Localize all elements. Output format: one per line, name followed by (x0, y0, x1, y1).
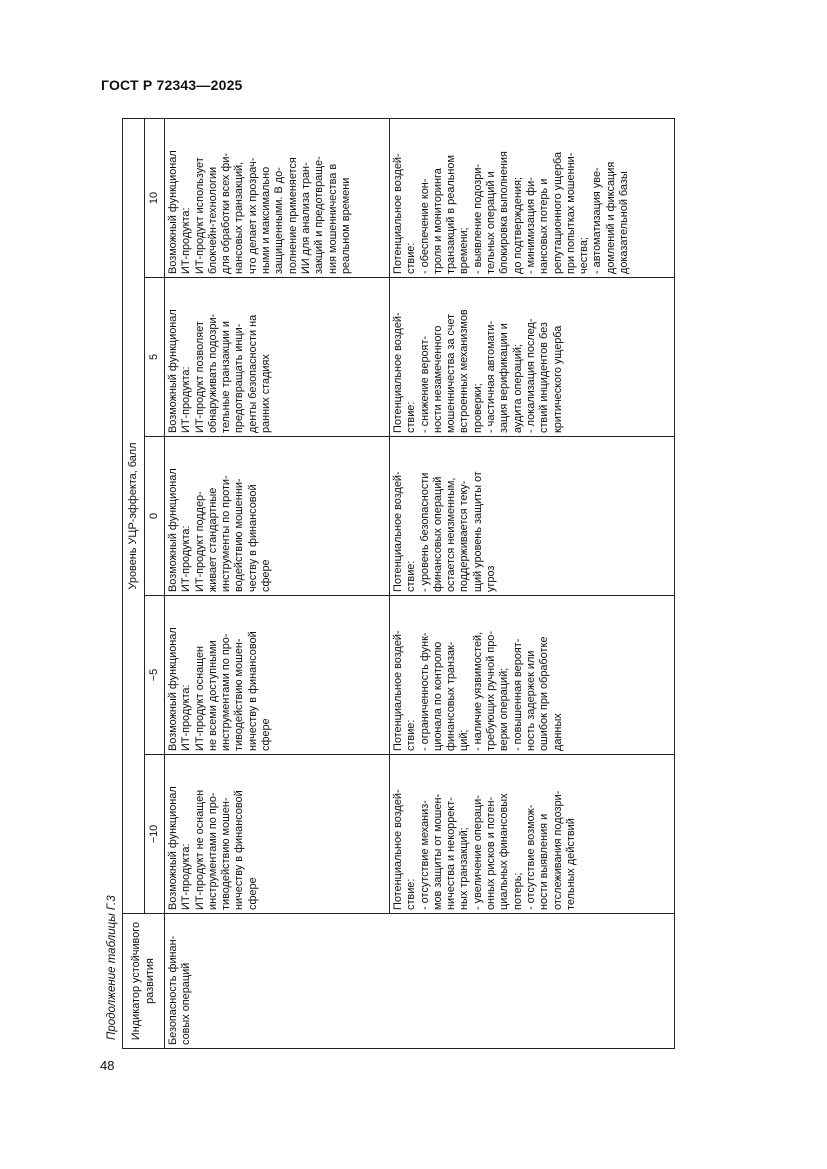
functional-text: Возможный функционал ИТ-продукта: ИТ-продукт позволяет обнаруживать подозри- тельные транзакции и предотвращать инци- денты безопасности на ранних стадиях (167, 309, 273, 433)
document-header: ГОСТ Р 72343—2025 (101, 77, 243, 93)
rotated-table-wrapper (122, 119, 675, 1049)
functional-cell (165, 118, 390, 277)
functional-cell (165, 596, 390, 755)
impact-text: Потенциальное воздей- ствие: - отсутствие механиз- мов защиты от мошен- ничества и некоррект- ных транзакций; - увеличение операци- онных рисков и потен- циальных финансовых потерь; - отсутствие возмож- ности выявления и отслеживания подозри- тельных действий (392, 789, 577, 910)
impact-cell (390, 755, 675, 914)
functional-cell (165, 278, 390, 437)
impact-text: Потенциальное воздей- ствие: - уровень безопасности финансовых операций остается неизменным, поддерживается теку- щий уровень защиты от угроз (392, 471, 498, 592)
level-header-text: Уровень УЦР-эффекта, балл (126, 442, 139, 590)
level-value: 5 (147, 353, 160, 361)
impact-text: Потенциальное воздей- ствие: - ограниченность функ- ционала по контролю финансовых транзак- ций; - наличие уязвимостей, требующих ручной про- верки операций; - повышенная вероят- ность задержек или ошибок при обработке данных (392, 630, 564, 751)
level-value: −10 (147, 824, 160, 844)
functional-text: Возможный функционал ИТ-продукта: ИТ-продукт использует блокчейн-технологии для обработки всех фи- нансовых транзакций, что делает их прозрач- ными и максимально защищенными. В до- полнение применяется ИИ для анализа тран- закций и предотвраще- ния мошенничества в реальном времени (167, 150, 352, 274)
functional-cell (165, 755, 390, 914)
level-value: 10 (147, 191, 160, 205)
table-caption: Продолжение таблицы Г.3 (106, 895, 118, 1040)
functional-row (165, 118, 390, 1048)
level-cell (145, 118, 165, 277)
level-cell (145, 755, 165, 914)
level-values-row (145, 118, 165, 1048)
functional-text: Возможный функционал ИТ-продукта: ИТ-продукт оснащен не всеми доступными инструментами по про- тиводействию мошен- ничеству в финансовой сфере (167, 627, 273, 751)
level-value: 0 (147, 512, 160, 520)
impact-text: Потенциальное воздей- ствие: - обеспечение кон- троля и мониторинга транзакций в реальном времени; - выявление подозри- тельных операций и блокировка выполнения до подтверждения; - минимизация фи- нансовых потерь и репутационного ущерба при попытках мошенни- чества; - автоматизация уве- домлений и фиксация доказательной базы (392, 151, 631, 274)
functional-text: Возможный функционал ИТ-продукта: ИТ-продукт не оснащен инструментами по про- тиводействию мошен- ничеству в финансовой сфере (167, 786, 259, 910)
level-cell (145, 437, 165, 596)
table-header-row (123, 118, 145, 1048)
functional-text: Возможный функционал ИТ-продукта: ИТ-продукт поддер- живает стандартные инструменты по проти- водействию мошенни- честву в финансовой сфере (167, 468, 273, 592)
level-header-cell (123, 118, 145, 913)
indicator-text: Безопасность финан- совых операций (167, 935, 193, 1045)
level-value: −5 (147, 668, 160, 682)
impact-row (390, 118, 675, 1048)
level-cell (145, 278, 165, 437)
level-cell (145, 596, 165, 755)
impact-cell (390, 596, 675, 755)
indicator-header-text: Индикатор устойчивого развития (130, 921, 156, 1041)
indicator-cell (165, 914, 675, 1049)
functional-cell (165, 437, 390, 596)
impact-cell (390, 437, 675, 596)
impact-text: Потенциальное воздей- ствие: - снижение вероят- ности незамеченного мошенничества за счет встроенных механизмов проверки; - частичная автомати- зация верификации и аудита операций; - локализация послед- ствий инцидентов без критического ущерба (392, 309, 564, 433)
page-number: 48 (100, 1058, 115, 1073)
effect-level-table (122, 118, 675, 1049)
indicator-header-cell (123, 914, 165, 1049)
impact-cell (390, 118, 675, 277)
impact-cell (390, 278, 675, 437)
